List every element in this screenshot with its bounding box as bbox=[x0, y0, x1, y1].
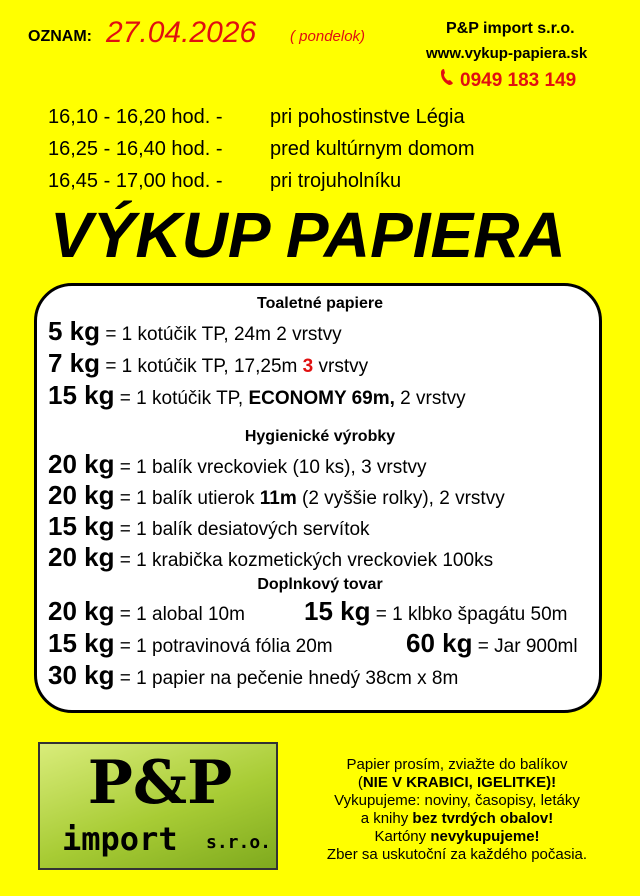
note-line: (NIE V KRABICI, IGELITKE)! bbox=[357, 774, 557, 791]
list-item: 15 kg = 1 potravinová fólia 20m bbox=[48, 628, 333, 658]
list-item: 60 kg = Jar 900ml bbox=[406, 628, 578, 658]
schedule-row: 16,45 - 17,00 hod. - pri trojuholníku bbox=[48, 170, 402, 192]
logo-import-text: import bbox=[62, 820, 178, 858]
list-item: 20 kg = 1 balík utierok 11m (2 vyššie rolky), 2 vrstvy bbox=[48, 480, 505, 510]
phone-text: 0949 183 149 bbox=[460, 70, 577, 91]
announcement-day: ( pondelok) bbox=[290, 28, 366, 45]
schedule-row: 16,10 - 16,20 hod. - pri pohostinstve Légia bbox=[48, 106, 465, 128]
list-item: 20 kg = 1 balík vreckoviek (10 ks), 3 vrstvy bbox=[48, 449, 427, 479]
note-line: Kartóny nevykupujeme! bbox=[374, 828, 540, 845]
phone-number[interactable] bbox=[440, 68, 576, 92]
announcement-label: OZNAM: bbox=[28, 28, 92, 45]
list-item: 15 kg = 1 balík desiatových servítok bbox=[48, 511, 370, 541]
phone-icon bbox=[440, 68, 454, 92]
website-link[interactable]: www.vykup-papiera.sk bbox=[426, 45, 588, 62]
note-line: a knihy bez tvrdých obalov! bbox=[360, 810, 554, 827]
schedule-row: 16,25 - 16,40 hod. - pred kultúrnym domom bbox=[48, 138, 475, 160]
logo-pp-text: P&P bbox=[87, 748, 233, 818]
company-logo bbox=[38, 742, 278, 870]
list-item: 20 kg = 1 alobal 10m bbox=[48, 596, 245, 626]
company-name: P&P import s.r.o. bbox=[446, 20, 575, 37]
list-item: 7 kg = 1 kotúčik TP, 17,25m 3 vrstvy bbox=[48, 348, 369, 378]
note-line: Papier prosím, zviažte do balíkov bbox=[346, 756, 568, 773]
list-item: 5 kg = 1 kotúčik TP, 24m 2 vrstvy bbox=[48, 316, 342, 346]
announcement-date: 27.04.2026 bbox=[106, 16, 257, 49]
section-title-extra: Doplnkový tovar bbox=[257, 576, 383, 593]
logo-sro-text: s.r.o. bbox=[206, 832, 272, 853]
list-item: 20 kg = 1 krabička kozmetických vreckoviek 100ks bbox=[48, 542, 494, 572]
page-title: VÝKUP PAPIERA bbox=[50, 199, 566, 271]
list-item: 15 kg = 1 klbko špagátu 50m bbox=[304, 596, 568, 626]
list-item: 15 kg = 1 kotúčik TP, ECONOMY 69m, 2 vrstvy bbox=[48, 380, 466, 410]
note-line: Zber sa uskutoční za každého počasia. bbox=[326, 846, 588, 863]
collection-notes bbox=[290, 756, 624, 864]
section-title-hygiene: Hygienické výrobky bbox=[244, 428, 396, 445]
note-line: Vykupujeme: noviny, časopisy, letáky bbox=[334, 792, 580, 809]
list-item: 30 kg = 1 papier na pečenie hnedý 38cm x 8m bbox=[48, 660, 459, 690]
section-title-toilet-paper: Toaletné papiere bbox=[257, 295, 383, 312]
